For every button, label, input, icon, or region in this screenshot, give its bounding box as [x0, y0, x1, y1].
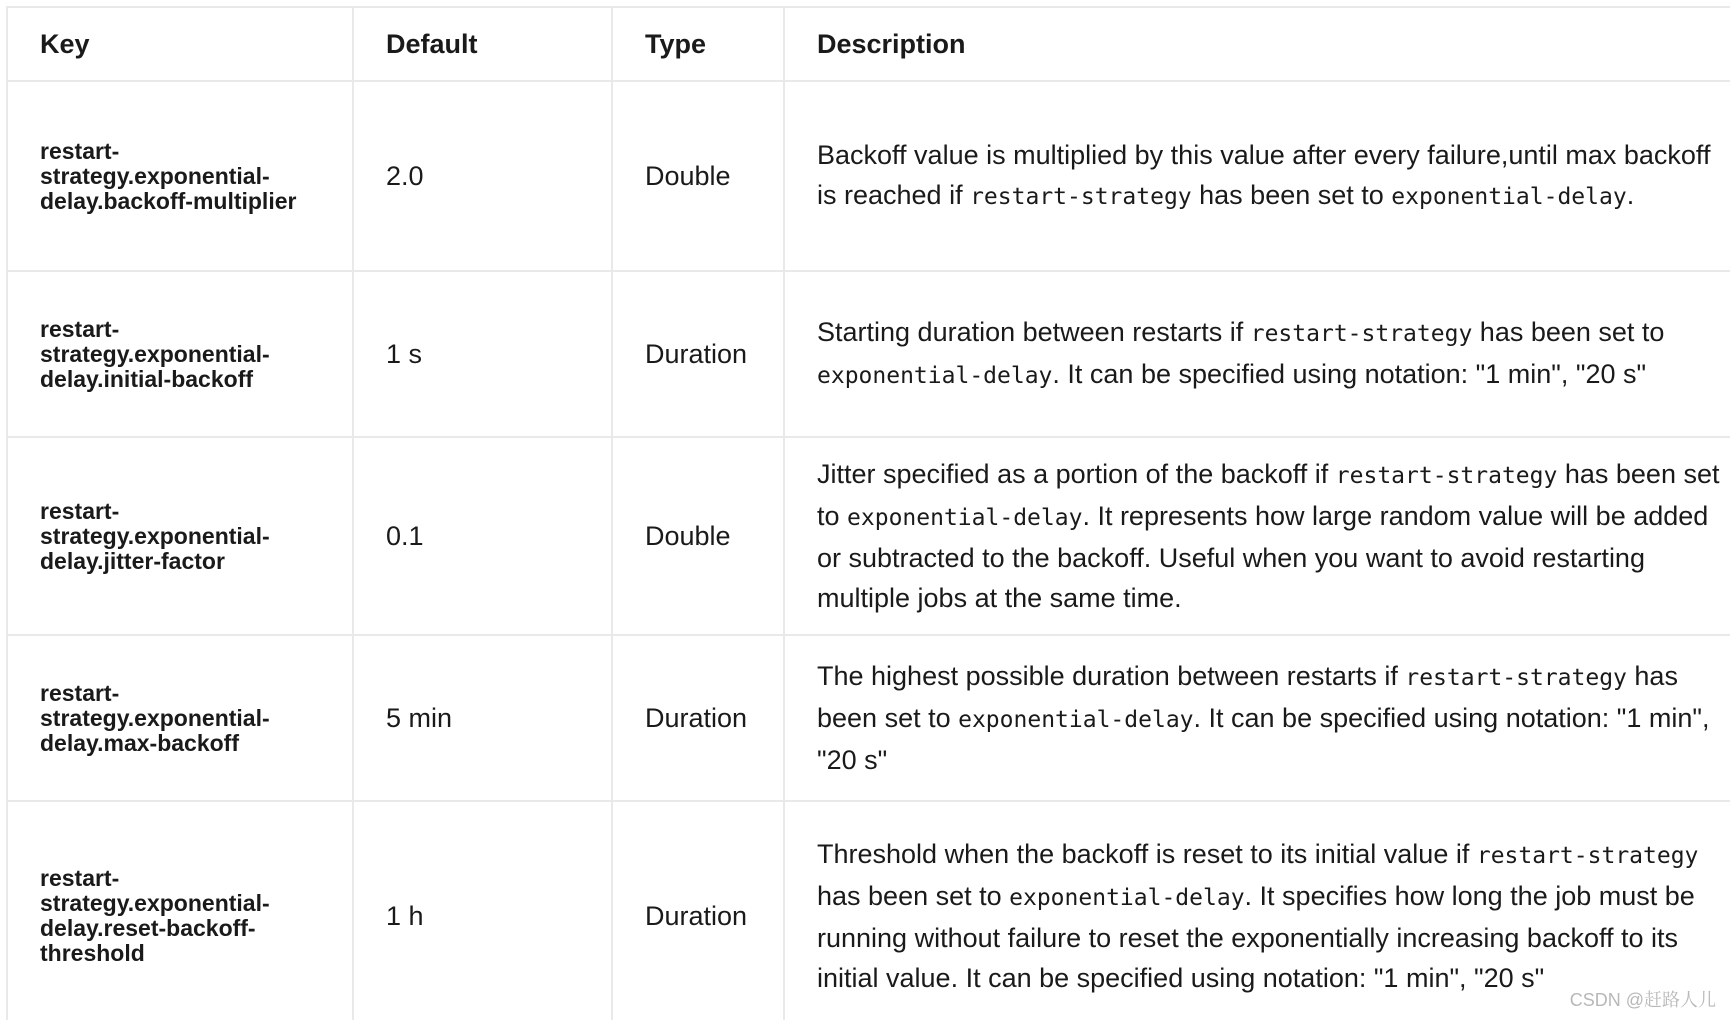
header-key: Key	[7, 7, 353, 81]
inline-code: restart-strategy	[1405, 665, 1627, 691]
inline-code: restart-strategy	[1250, 321, 1473, 347]
inline-code: restart-strategy	[1476, 843, 1699, 869]
type-cell: Double	[612, 81, 784, 271]
type-cell: Duration	[612, 801, 784, 1020]
default-cell: 1 h	[353, 801, 612, 1020]
inline-code: restart-strategy	[1335, 463, 1558, 489]
default-cell: 5 min	[353, 635, 612, 801]
description-text: has been set to	[1472, 317, 1665, 347]
description-text: has been set to	[817, 881, 1010, 911]
header-description: Description	[784, 7, 1730, 81]
description-text: . It can be specified using notation: "1 min", "20 s"	[817, 703, 1710, 775]
watermark: CSDN @赶路人儿	[1569, 990, 1716, 1010]
type-cell: Duration	[612, 271, 784, 437]
default-cell: 2.0	[353, 81, 612, 271]
description-text: Starting duration between restarts if	[817, 317, 1251, 347]
description-text: . It represents how large random value will be added or subtracted to the backoff. Useful when you want to avoid restarting multiple jobs at the same time.	[817, 501, 1709, 613]
description-text: Threshold when the backoff is reset to its initial value if	[817, 839, 1477, 869]
header-default: Default	[353, 7, 612, 81]
description-cell	[784, 81, 1730, 271]
config-options-table	[6, 6, 1730, 1020]
description-cell	[784, 271, 1730, 437]
table-row	[7, 801, 1730, 1020]
inline-code: exponential-delay	[817, 363, 1053, 389]
description-text: has been set to	[817, 459, 1720, 531]
key-cell: restart-strategy.exponential-delay.jitter-factor	[7, 437, 353, 635]
header-type: Type	[612, 7, 784, 81]
table-row	[7, 271, 1730, 437]
description-text: has been set to	[817, 661, 1678, 733]
default-cell: 1 s	[353, 271, 612, 437]
type-cell: Double	[612, 437, 784, 635]
description-cell	[784, 437, 1730, 635]
key-cell: restart-strategy.exponential-delay.backoff-multiplier	[7, 81, 353, 271]
inline-code: restart-strategy	[970, 184, 1192, 210]
inline-code: exponential-delay	[847, 505, 1083, 531]
key-cell: restart-strategy.exponential-delay.reset-backoff-threshold	[7, 801, 353, 1020]
table-row	[7, 81, 1730, 271]
default-cell: 0.1	[353, 437, 612, 635]
key-cell: restart-strategy.exponential-delay.max-backoff	[7, 635, 353, 801]
inline-code: exponential-delay	[958, 707, 1194, 733]
key-cell: restart-strategy.exponential-delay.initial-backoff	[7, 271, 353, 437]
description-text: The highest possible duration between restarts if	[817, 661, 1406, 691]
inline-code: exponential-delay	[1009, 885, 1245, 911]
table-row	[7, 635, 1730, 801]
type-cell: Duration	[612, 635, 784, 801]
description-text: .	[1626, 180, 1635, 210]
description-text: . It can be specified using notation: "1 min", "20 s"	[1052, 359, 1647, 389]
header-row	[7, 7, 1730, 81]
table-row	[7, 437, 1730, 635]
description-text: Jitter specified as a portion of the backoff if	[817, 459, 1336, 489]
description-text: Backoff value is multiplied by this value after every failure,until max backoff is reached if	[817, 140, 1711, 210]
inline-code: exponential-delay	[1391, 184, 1627, 210]
description-text: has been set to	[1191, 180, 1392, 210]
table-body	[7, 81, 1730, 1020]
description-cell	[784, 635, 1730, 801]
table-header	[7, 7, 1730, 81]
description-text: . It specifies how long the job must be running without failure to reset the exponentially increasing backoff to its initial value. It can be specified using notation: "1 min", "20 s"	[817, 881, 1695, 993]
